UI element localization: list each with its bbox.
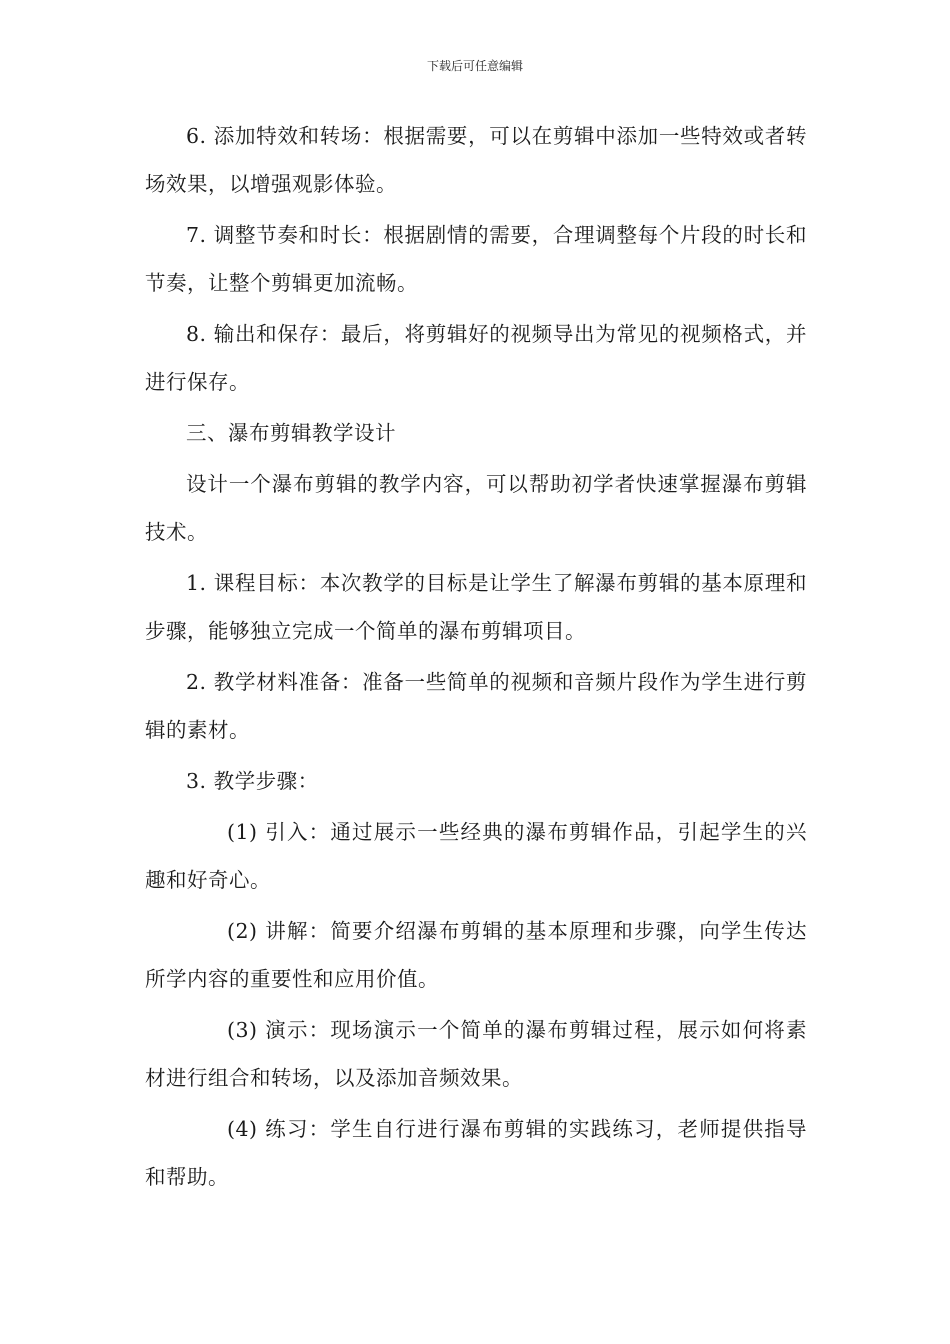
paragraph-intro: 设计一个瀑布剪辑的教学内容，可以帮助初学者快速掌握瀑布剪辑技术。: [145, 472, 807, 544]
paragraph-substep-3: (3) 演示：现场演示一个简单的瀑布剪辑过程，展示如何将素材进行组合和转场，以及添加音频效果。: [145, 1018, 807, 1090]
paragraph-step-8: 8. 输出和保存：最后，将剪辑好的视频导出为常见的视频格式，并进行保存。: [145, 322, 807, 394]
paragraph-materials: 2. 教学材料准备：准备一些简单的视频和音频片段作为学生进行剪辑的素材。: [145, 670, 807, 742]
paragraph-step-7: 7. 调整节奏和时长：根据剧情的需要，合理调整每个片段的时长和节奏，让整个剪辑更加流畅。: [145, 223, 807, 295]
paragraph-step-6: 6. 添加特效和转场：根据需要，可以在剪辑中添加一些特效或者转场效果，以增强观影体验。: [145, 124, 807, 196]
paragraph-substep-4: (4) 练习：学生自行进行瀑布剪辑的实践练习，老师提供指导和帮助。: [145, 1117, 807, 1189]
paragraph-teaching-steps: 3. 教学步骤：: [186, 769, 319, 793]
document-body: [145, 112, 807, 1201]
paragraph-substep-1: (1) 引入：通过展示一些经典的瀑布剪辑作品，引起学生的兴趣和好奇心。: [145, 820, 807, 892]
page-header-note: 下载后可任意编辑: [426, 59, 523, 73]
paragraph-substep-2: (2) 讲解：简要介绍瀑布剪辑的基本原理和步骤，向学生传达所学内容的重要性和应用价值。: [145, 919, 807, 991]
paragraph-course-goal: 1. 课程目标：本次教学的目标是让学生了解瀑布剪辑的基本原理和步骤，能够独立完成一个简单的瀑布剪辑项目。: [145, 571, 807, 643]
section-heading: 三、瀑布剪辑教学设计: [186, 421, 396, 445]
